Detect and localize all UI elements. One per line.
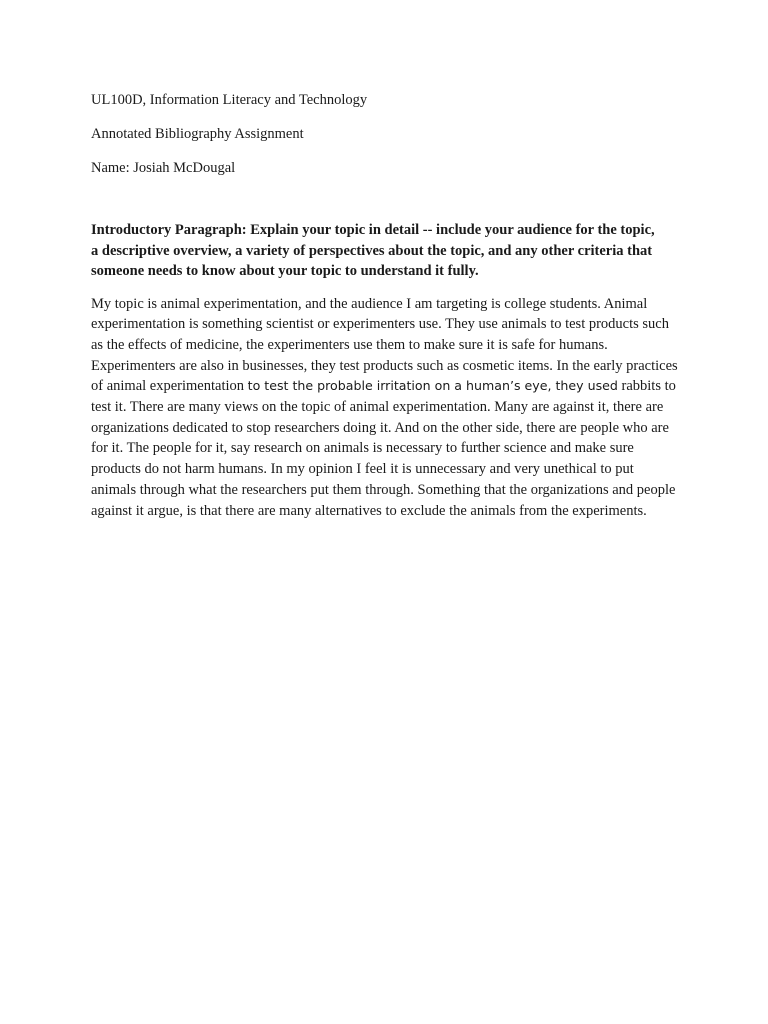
assignment-title: Annotated Bibliography Assignment	[91, 126, 304, 142]
paragraph-text-part-3: rabbits to test it. There are many views on the topic of animal experimentation. Many are against it, there are organizations dedicated to stop researchers doing it. And on the other side, there are people who are for it. The people for it, say research on animals is necessary to further science and make sure products do not harm humans. In my opinion I feel it is unnecessary and very unethical to put animals through what the researchers put them through. Something that the organizations and people against it argue, is that there are many alternatives to exclude the animals from the experiments.	[91, 378, 676, 519]
course-title: UL100D, Information Literacy and Technology	[91, 92, 368, 108]
paragraph-text-part-1: My topic is animal experimentation, and the audience I am targeting is college students. Animal experimentation is something scientist or experimenters use. They use animals to test products such as the effects of medicine, the experimenters use them to make sure it is safe for humans. Experimenters are also in businesses, they test products such as cosmetic items. In the early practices of animal experimentation	[91, 295, 678, 395]
introductory-paragraph	[91, 294, 681, 522]
assignment-prompt: Introductory Paragraph: Explain your topic in detail -- include your audience for the topic, a descriptive overview, a variety of perspectives about the topic, and any other criteria that someone needs to know about your topic to understand it fully.	[91, 222, 655, 279]
paragraph-text-part-2: to test the probable irritation on a human’s eye, they used	[247, 378, 618, 394]
document-content	[91, 90, 681, 521]
student-name: Name: Josiah McDougal	[91, 160, 236, 176]
